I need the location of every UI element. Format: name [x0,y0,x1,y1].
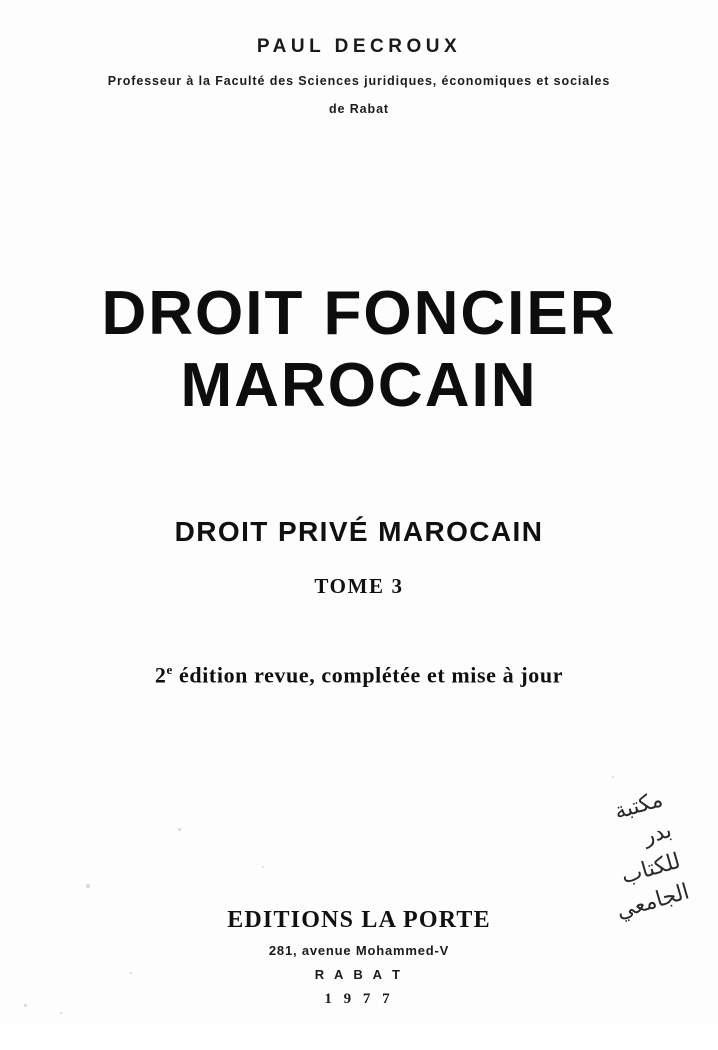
subtitle: DROIT PRIVÉ MAROCAIN [174,516,544,548]
inscription-line: للكتاب [618,848,684,890]
edition-statement [0,662,718,688]
publisher-city: R A B A T [314,967,404,982]
publication-year: 1 9 7 7 [324,991,394,1007]
scan-speck [262,866,264,868]
author-block [0,0,718,116]
edition-text: édition revue, complétée et mise à jour [179,662,564,688]
inscription-line: بدر [640,817,675,850]
publisher-block [0,907,718,1008]
inscription-line: مكتبة [611,787,666,825]
inscription-line: الجامعي [613,879,693,924]
scan-speck [178,828,181,831]
volume-label: TOME 3 [314,574,404,599]
scan-speck [60,1012,62,1014]
author-affiliation-line-1: Professeur à la Faculté des Sciences juridiques, économiques et sociales [107,74,611,88]
page-title [0,278,718,421]
title-line-1: DROIT FONCIER [101,278,617,348]
edition-ordinal-suffix: e [166,662,173,678]
publisher-name: EDITIONS LA PORTE [227,907,491,933]
scan-speck [86,884,90,888]
author-affiliation-line-2: de Rabat [329,101,389,116]
publisher-address: 281, avenue Mohammed-V [268,943,450,958]
title-line-2: MAROCAIN [180,351,538,421]
edition-ordinal-number: 2 [154,662,167,688]
author-name: PAUL DECROUX [256,36,462,57]
scan-speck [612,776,614,778]
